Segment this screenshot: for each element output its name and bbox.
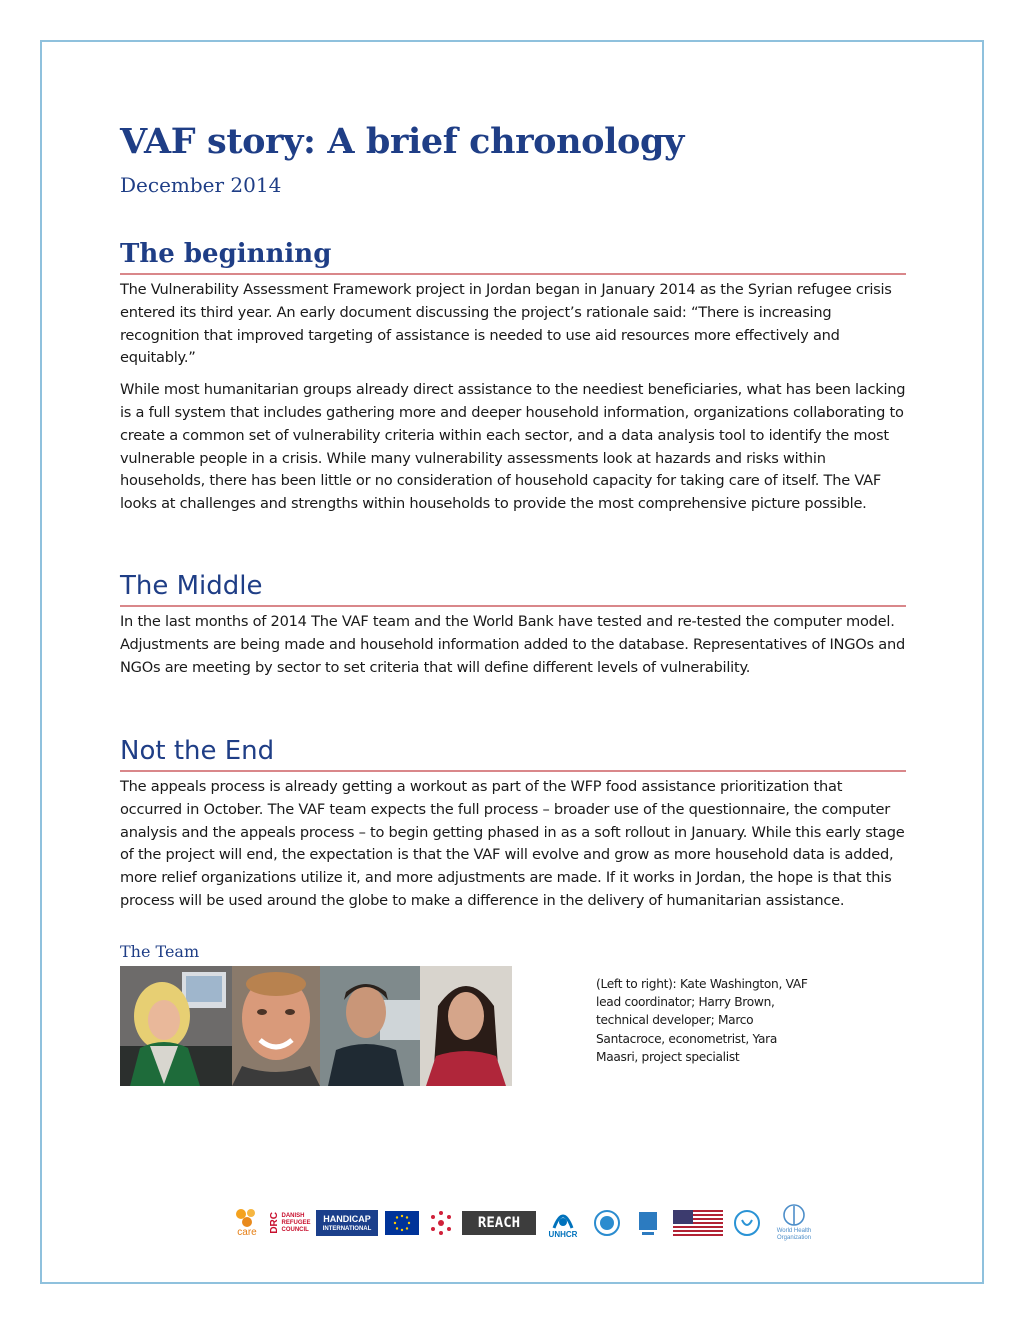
team-caption: (Left to right): Kate Washington, VAF lead coordinator; Harry Brown, technical developer; Marco Santacroce, econometrist, Yara Maasri, project specialist <box>596 977 808 1064</box>
document-title: VAF story: A brief chronology <box>120 121 684 162</box>
who-logo <box>770 1203 818 1243</box>
care-logo-text: care <box>237 1227 257 1238</box>
section-heading: The Middle <box>120 571 263 601</box>
reach-logo-text: REACH <box>477 1215 521 1231</box>
section-beginning <box>120 236 906 525</box>
team-label: The Team <box>120 942 200 961</box>
paragraph: While most humanitarian groups already direct assistance to the neediest beneficiaries, what has been lacking is a full system that includes gathering more and deeper household information, organizations collaborating to create a common set of vulnerability criteria within each sector, and a data analysis tool to identify the most vulnerable people in a crisis. While many vulnerability assessments look at hazards and risks within households, there has been little or no consideration of household capacity for taking care of itself. The VAF looks at challenges and strengths within households to provide the most comprehensive picture possible. <box>120 381 906 513</box>
section-divider <box>120 605 906 607</box>
drc-logo-text: DANISH REFUGEE COUNCIL <box>281 1212 311 1233</box>
who-logo-line2: Organization <box>776 1235 812 1241</box>
un-emblem-logo <box>590 1203 624 1243</box>
document-body <box>120 118 906 1064</box>
section-divider <box>120 770 906 772</box>
team-photo-yara <box>420 966 512 1086</box>
section-heading: The beginning <box>120 239 332 269</box>
handicap-logo-line2: INTERNATIONAL <box>322 1225 372 1232</box>
drc-logo <box>268 1203 310 1243</box>
paragraph: The Vulnerability Assessment Framework project in Jordan began in January 2014 as the Syrian refugee crisis entered its third year. An early document discussing the project’s rationale said: “There is increasing recognition that improved targeting of assistance is needed to use aid resources more effectively and equitably.” <box>120 281 892 367</box>
reach-logo <box>462 1211 536 1235</box>
section-not-the-end <box>120 733 906 922</box>
paragraph: The appeals process is already getting a workout as part of the WFP food assistance prioritization that occurred in October. The VAF team expects the full process – broader use of the questionnaire, the computer analysis and the appeals process – to begin getting phased in as a soft rollout in January. While this early stage of the project will end, the expectation is that the VAF will evolve and grow as more household data is added, more relief organizations utilize it, and more adjustments are made. If it works in Jordan, the hope is that this process will be used around the globe to make a difference in the delivery of humanitarian assistance. <box>120 778 905 909</box>
team-photo-marco <box>320 966 420 1086</box>
team-photo-harry <box>232 966 320 1086</box>
section-divider <box>120 273 906 275</box>
who-logo-line1: World Health <box>776 1228 812 1234</box>
section-heading: Not the End <box>120 736 275 766</box>
document-date: December 2014 <box>120 173 282 197</box>
drc-logo-mark: DRC <box>268 1212 280 1234</box>
wfp-logo <box>730 1203 764 1243</box>
partner-logos <box>232 1200 818 1246</box>
unhcr-logo <box>542 1203 584 1243</box>
red-network-logo <box>426 1203 456 1243</box>
handicap-logo-line1: HANDICAP <box>323 1213 371 1224</box>
us-flag-logo <box>672 1203 724 1243</box>
care-logo <box>232 1203 262 1243</box>
handicap-international-logo <box>316 1210 378 1236</box>
team-photos <box>120 966 512 1086</box>
eu-flag-logo <box>384 1203 420 1243</box>
section-middle <box>120 568 906 688</box>
paragraph: In the last months of 2014 The VAF team and the World Bank have tested and re-tested the computer model. Adjustments are being made and household information added to the database. Representatives of INGOs and NGOs are meeting by sector to set criteria that will define different levels of vulnerability. <box>120 613 905 676</box>
unhcr-logo-text: UNHCR <box>548 1229 578 1239</box>
team-photo-kate <box>120 966 232 1086</box>
un-women-logo <box>630 1203 666 1243</box>
